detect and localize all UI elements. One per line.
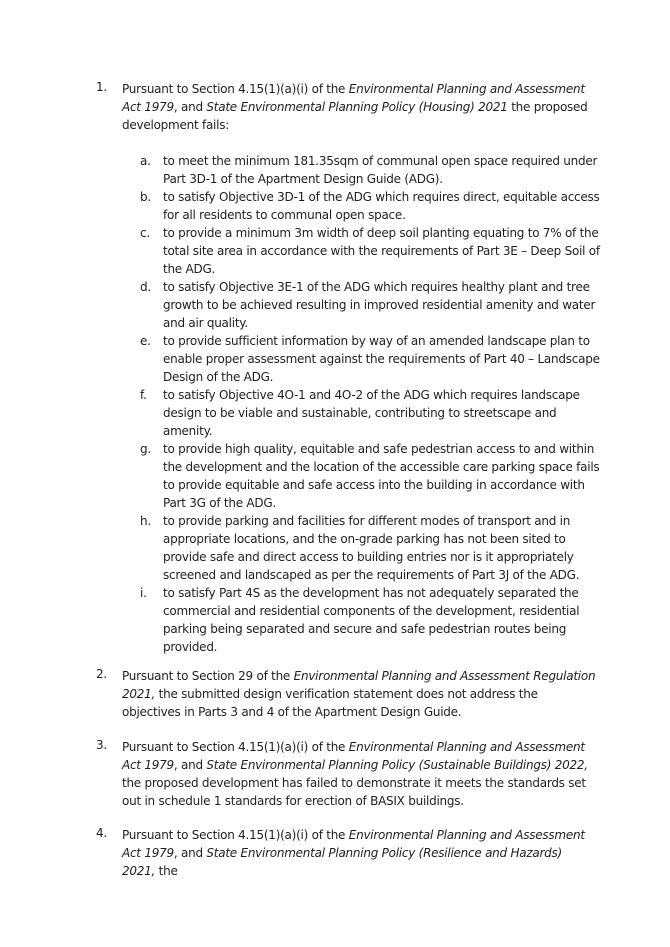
sub-item-e [140, 332, 600, 386]
sub-item-letter: f. [140, 388, 147, 402]
sub-item-letter: d. [140, 280, 151, 294]
sub-item-f [140, 386, 600, 440]
item-text: Pursuant to Section 4.15(1)(a)(i) of the Environmental Planning and Assessment Act 1979, and State Environmental Planning Policy (Resilience and Hazards) 2021, the [122, 828, 585, 878]
item-text: Pursuant to Section 29 of the Environmental Planning and Assessment Regulation 2021, the submitted design verification statement does not address the objectives in Parts 3 and 4 of the Apartment Design Guide. [122, 669, 596, 719]
item-number: 2. [96, 667, 107, 681]
sub-item-letter: c. [140, 226, 150, 240]
sub-item-i [140, 584, 600, 656]
sub-item-text: to provide parking and facilities for different modes of transport and in appropriate locations, and the on-grade parking has not been sited to provide safe and direct access to building entries nor is it appropriately screened and landscaped as per the requirements of Part 3J of the ADG. [163, 514, 580, 582]
list-item-2 [96, 667, 596, 721]
sub-item-text: to satisfy Part 4S as the development has not adequately separated the commercial and residential components of the development, residential parking being separated and secure and safe pedestrian routes being provided. [163, 586, 580, 654]
sub-list [140, 152, 600, 656]
sub-item-letter: i. [140, 586, 147, 600]
sub-item-letter: a. [140, 154, 151, 168]
item-text: Pursuant to Section 4.15(1)(a)(i) of the Environmental Planning and Assessment Act 1979, and State Environmental Planning Policy (Housing) 2021 the proposed development fails: [122, 82, 588, 132]
sub-item-h [140, 512, 600, 584]
item-number: 4. [96, 826, 107, 840]
list-item-3 [96, 738, 596, 810]
sub-item-letter: e. [140, 334, 151, 348]
sub-item-g [140, 440, 600, 512]
sub-item-text: to satisfy Objective 3D-1 of the ADG which requires direct, equitable access for all residents to communal open space. [163, 190, 600, 222]
sub-item-text: to provide sufficient information by way of an amended landscape plan to enable proper assessment against the requirements of Part 40 – Landscape Design of the ADG. [163, 334, 600, 384]
item-text: Pursuant to Section 4.15(1)(a)(i) of the Environmental Planning and Assessment Act 1979, and State Environmental Planning Policy (Sustainable Buildings) 2022, the proposed development has failed to demonstrate it meets the standards set out in schedule 1 standards for erection of BASIX buildings. [122, 740, 588, 808]
item-number: 1. [96, 80, 107, 94]
sub-item-text: to satisfy Objective 3E-1 of the ADG which requires healthy plant and tree growth to be achieved resulting in improved residential amenity and water and air quality. [163, 280, 596, 330]
sub-item-text: to provide high quality, equitable and safe pedestrian access to and within the development and the location of the accessible care parking space fails to provide equitable and safe access into the building in accordance with Part 3G of the ADG. [163, 442, 600, 510]
sub-item-text: to meet the minimum 181.35sqm of communal open space required under Part 3D-1 of the Apartment Design Guide (ADG). [163, 154, 598, 186]
sub-item-b [140, 188, 600, 224]
sub-item-letter: h. [140, 514, 151, 528]
list-item-1 [96, 80, 596, 134]
list-item-4 [96, 826, 596, 880]
sub-item-c [140, 224, 600, 278]
item-number: 3. [96, 738, 107, 752]
sub-item-text: to satisfy Objective 4O-1 and 4O-2 of the ADG which requires landscape design to be viable and sustainable, contributing to streetscape and amenity. [163, 388, 580, 438]
sub-item-d [140, 278, 600, 332]
sub-item-a [140, 152, 600, 188]
sub-item-text: to provide a minimum 3m width of deep soil planting equating to 7% of the total site area in accordance with the requirements of Part 3E – Deep Soil of the ADG. [163, 226, 600, 276]
sub-item-letter: b. [140, 190, 151, 204]
sub-item-letter: g. [140, 442, 151, 456]
